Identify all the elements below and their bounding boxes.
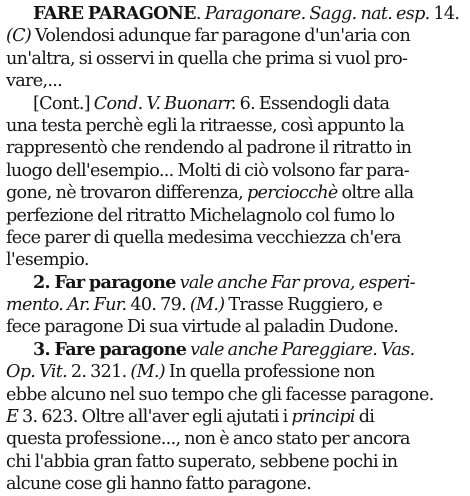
body-text: alcune cose gli hanno fatto paragone. [6, 474, 312, 495]
italic-text: perciocchè [246, 183, 338, 204]
text-line [6, 3, 462, 25]
text-line [6, 361, 462, 383]
body-text: un'altra, si osservi in quella che prima si vuol pro- [6, 48, 408, 69]
text-line [6, 25, 462, 47]
italic-text: Paragonare. Sagg. nat. esp. [204, 4, 430, 24]
text-line [6, 70, 462, 92]
italic-text: E [6, 407, 19, 428]
text-line [6, 205, 462, 227]
body-text: In quella professione non [164, 362, 375, 383]
body-text: [Cont.] [33, 93, 94, 114]
text-line [6, 384, 462, 406]
text-line [6, 339, 462, 361]
italic-text: (C) [6, 26, 32, 47]
text-line [6, 137, 462, 159]
text-line [6, 272, 462, 294]
italic-text: Cond. V. Buonarr. [93, 93, 236, 114]
body-text: Volendosi adunque far paragone d'un'aria con [31, 26, 411, 47]
text-line [6, 115, 462, 137]
body-text: perfezione del ritratto Michelagnolo col fumo lo [6, 205, 395, 226]
text-line [6, 93, 462, 115]
headword: 2. Far paragone [33, 271, 176, 293]
body-text: fece parer di quella medesima vecchiezza ch'era [6, 227, 401, 248]
body-text: una testa perchè egli la ritraesse, così appunto la [6, 115, 405, 136]
body-text: 14. [429, 4, 460, 24]
body-text: Trasse Ruggiero, e [224, 295, 383, 316]
text-line [6, 249, 462, 271]
italic-text: Op. Vit. [6, 362, 67, 383]
body-text: vare,... [6, 71, 63, 92]
body-text: questa professione..., non è anco stato per ancora [6, 429, 410, 450]
text-line [6, 227, 462, 249]
body-text: . [195, 4, 205, 24]
text-line [6, 160, 462, 182]
headword: FARE PARAGONE [33, 3, 196, 24]
italic-text: (M.) [130, 362, 165, 383]
body-text: 2. 321. [66, 362, 131, 383]
text-line [6, 316, 462, 338]
text-line [6, 294, 462, 316]
headword: 3. Fare paragone [33, 338, 187, 360]
italic-text: vale anche Far prova, esperi- [175, 272, 415, 293]
body-text: gone, nè trovaron differenza, [6, 183, 247, 204]
body-text: oltre alla [337, 183, 414, 204]
body-text: 40. 79. [126, 295, 190, 316]
body-text: 6. Essendogli data [235, 93, 390, 114]
italic-text: principi [291, 407, 355, 428]
text-line [6, 451, 462, 473]
text-line [6, 428, 462, 450]
body-text: chi l'abbia gran fatto superato, sebbene pochi in [6, 451, 398, 472]
body-text: rappresentò che rendendo al padrone il ritratto in [6, 138, 412, 159]
italic-text: vale anche Pareggiare. Vas. [186, 339, 415, 360]
body-text: l'esempio. [6, 250, 89, 271]
body-text: luogo dell'esempio... Molti di ciò volsono far para- [6, 160, 410, 181]
italic-text: mento. Ar. Fur. [6, 295, 127, 316]
body-text: fece paragone Di sua virtude al paladin Dudone. [6, 317, 399, 338]
italic-text: (M.) [189, 295, 225, 316]
text-line [6, 406, 462, 428]
body-text: di [354, 407, 375, 428]
text-line [6, 48, 462, 70]
body-text: 3. 623. Oltre all'aver egli ajutati i [18, 407, 292, 428]
body-text: ebbe alcuno nel suo tempo che gli facesse paragone. [6, 384, 434, 405]
text-line [6, 182, 462, 204]
text-line [6, 473, 462, 495]
